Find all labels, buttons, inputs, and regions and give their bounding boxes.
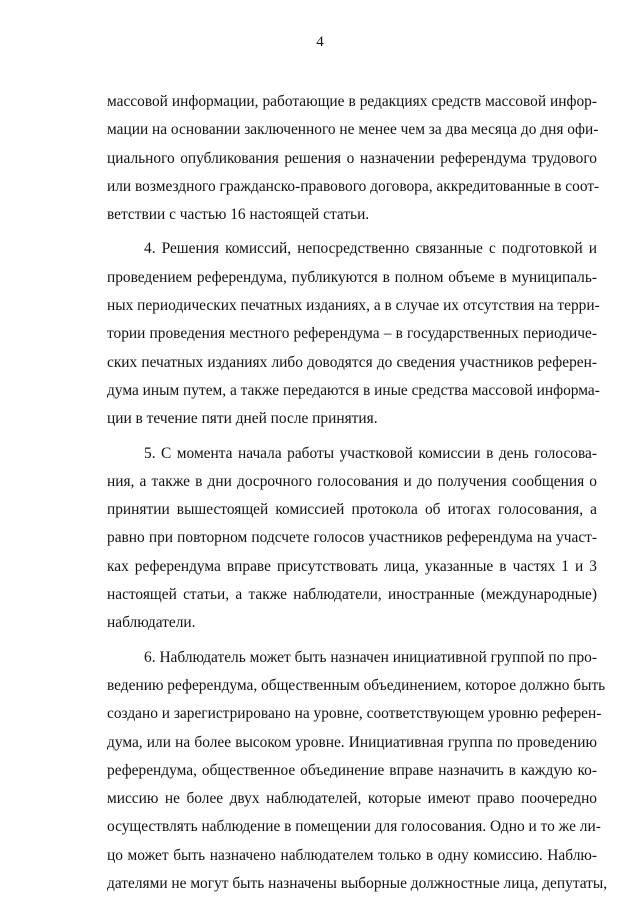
text-line: дума иным путем, а также передаются в иные средства массовой информа- — [107, 381, 600, 399]
text-line: или возмездного гражданско-правового договора, аккредитованные в соот- — [107, 177, 600, 195]
text-line: цо может быть назначено наблюдателем только в одну комиссию. Наблю- — [107, 846, 597, 864]
text-line: 5. С момента начала работы участковой комиссии в день голосова- — [144, 444, 597, 462]
text-line: 6. Наблюдатель может быть назначен инициативной группой по про- — [144, 648, 597, 666]
text-line: равно при повторном подсчете голосов участников референдума на участ- — [107, 529, 597, 547]
text-line: наблюдатели. — [107, 614, 196, 632]
paragraph-continuation — [107, 88, 600, 229]
text-line: ветствии с частью 16 настоящей статьи. — [107, 206, 370, 224]
text-line: циального опубликования решения о назначении референдума трудового — [107, 149, 597, 167]
paragraph-5 — [107, 440, 597, 638]
text-line: ния, а также в дни досрочного голосования и до получения сообщения о — [107, 472, 597, 490]
text-line: массовой информации, работающие в редакциях средств массовой инфор- — [107, 93, 597, 110]
text-line: дателями не могут быть назначены выборные должностные лица, депутаты, — [107, 875, 608, 893]
text-line: проведением референдума, публикуются в полном объеме в муниципаль- — [107, 268, 597, 286]
text-line: тории проведения местного референдума – в государственных периодиче- — [107, 325, 597, 343]
paragraph-4 — [107, 235, 600, 433]
text-line: ских печатных изданиях либо доводятся до сведения участников референ- — [107, 353, 597, 371]
document-body — [107, 88, 608, 898]
text-line: дума, или на более высоком уровне. Инициативная группа по проведению — [107, 733, 597, 751]
text-line: создано и зарегистрировано на уровне, соответствующем уровню референ- — [107, 705, 602, 723]
paragraph-6 — [107, 644, 608, 899]
text-line: мации на основании заключенного не менее чем за два месяца до дня офи- — [107, 121, 599, 139]
page-number: 4 — [316, 34, 324, 50]
text-line: 4. Решения комиссий, непосредственно связанные с подготовкой и — [144, 240, 597, 258]
text-line: ках референдума вправе присутствовать лица, указанные в частях 1 и 3 — [107, 557, 597, 575]
text-line: ции в течение пяти дней после принятия. — [107, 410, 378, 428]
text-line: ных периодических печатных изданиях, а в случае их отсутствия на терри- — [107, 297, 600, 315]
text-line: осуществлять наблюдение в помещении для голосования. Одно и то же ли- — [107, 818, 601, 836]
text-line: ведению референдума, общественным объединением, которое должно быть — [107, 676, 606, 694]
text-line: миссию не более двух наблюдателей, которые имеют право поочередно — [107, 790, 597, 808]
text-line: референдума, общественное объединение вправе назначить в каждую ко- — [107, 761, 597, 779]
text-line: настоящей статьи, а также наблюдатели, иностранные (международные) — [107, 586, 597, 604]
text-line: принятии вышестоящей комиссией протокола об итогах голосования, а — [107, 501, 597, 519]
